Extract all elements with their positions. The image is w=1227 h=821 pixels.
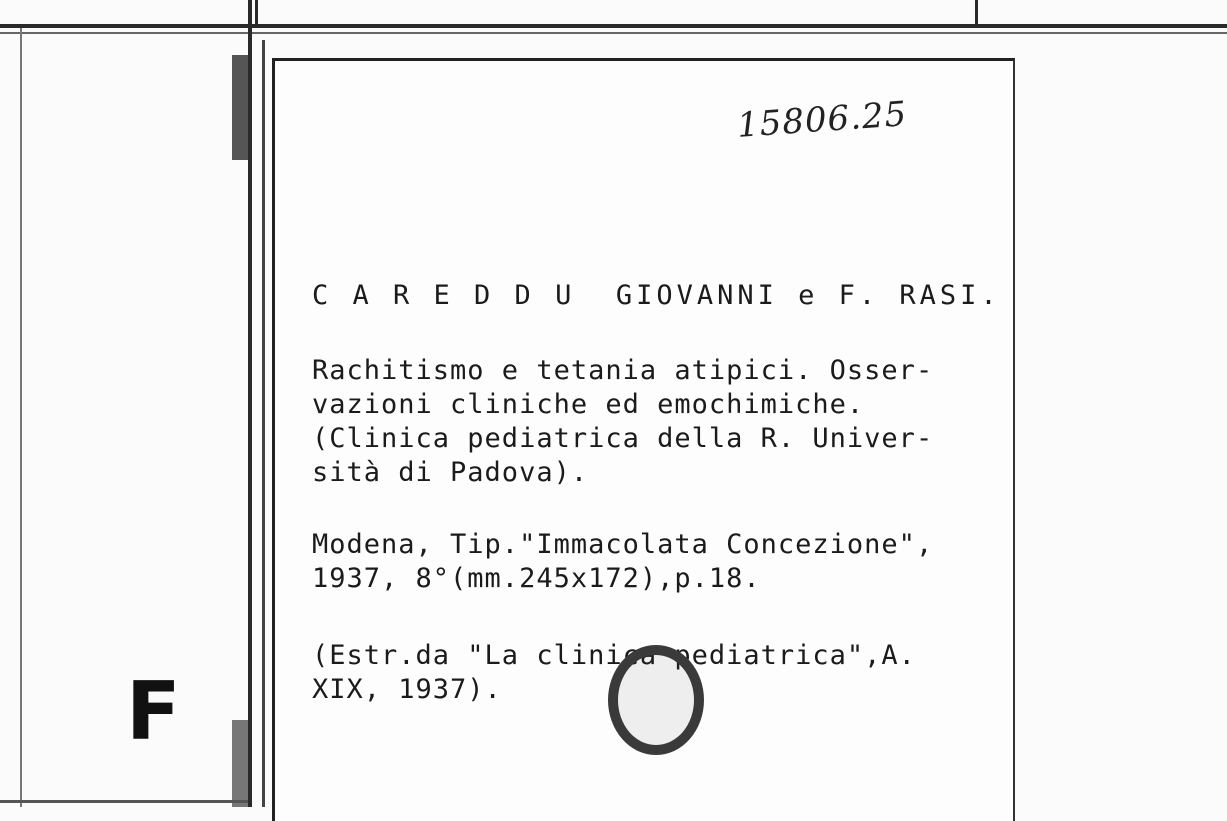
card-tab-lower [232,720,248,807]
top-edge-line-2 [0,32,1227,34]
shelfmark-number: 15806.25 [735,94,909,146]
title-line-4: sità di Padova). [312,457,589,488]
stack-divider-line [248,0,252,807]
title-line-3: (Clinica pediatrica della R. Univer- [312,423,934,454]
top-left-divider [255,0,258,24]
title-line-1: Rachitismo e tetania atipici. Osser- [312,355,934,386]
punch-hole-ring [608,645,704,755]
author-line: C A R E D D U GIOVANNI e F. RASI. [312,280,1001,311]
bottom-edge-line [0,800,248,803]
imprint-line-2: 1937, 8°(mm.245x172),p.18. [312,563,761,594]
note-line-1: (Estr.da "La clinica pediatrica",A. [312,640,916,671]
card-tab-upper [232,55,248,160]
left-divider-line [20,28,22,807]
drawer-letter: F [126,665,181,758]
imprint-line-1: Modena, Tip."Immacolata Concezione", [312,529,934,560]
title-line-2: vazioni cliniche ed emochimiche. [312,389,865,420]
note-line-2: XIX, 1937). [312,674,502,705]
stack-divider-line-2 [262,40,265,807]
top-edge-line [0,24,1227,28]
top-right-divider [975,0,978,28]
